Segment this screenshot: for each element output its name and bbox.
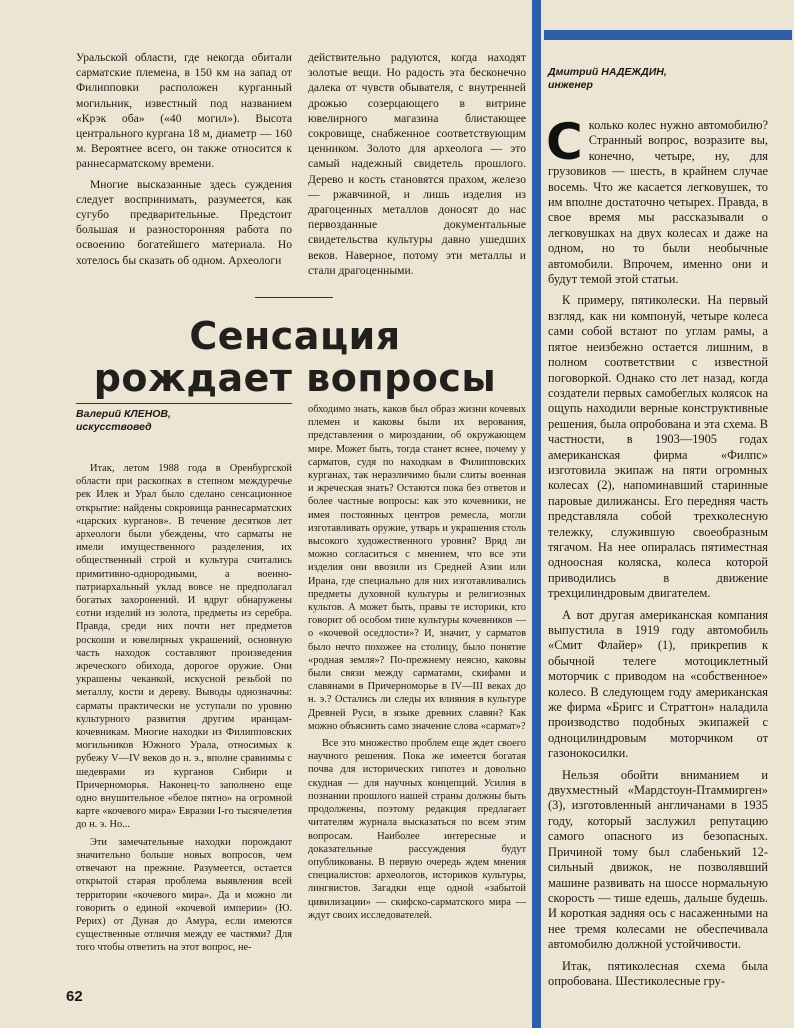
blue-column-divider bbox=[532, 0, 541, 1028]
author-role: искусствовед bbox=[76, 421, 152, 433]
paragraph: Многие высказанные здесь суждения следует воспринимать, разумеется, как сугубо предварительные. Предстоит большая и разносторонняя работа по освоению богатейшего материала. Но хотелось бы сказать об одном. Археологи bbox=[76, 177, 292, 267]
paragraph: Итак, летом 1988 года в Оренбургской области при раскопках в степном междуречье рек Илек и Урал было сделано сенсационное открытие: найдены сокровища раннесарматских «царских курганов». В течение десятков лет археологи были убеждены, что сарматы не имели имущественного разделения, их общественный строй и культура считались примитивно-однородными, а военно-патриархальный уклад вовсе не предполагал богатых захоронений. И вдруг обнаружены сотни изделий из золота, предметы из серебра. Правда, среди них почти нет предметов роскоши и ювелирных украшений, основную часть находок составляют произведения жреческого обихода, дорогое оружие. Они украшены чеканкой, искусной резьбой по металлу, кости и дереву. Выводы однозначны: сарматы практически не уступали по уровню культурного развития другим иранцам-кочевникам. Многие находки из Филипповских могильников Южного Урала, относимых к рубежу V—IV веков до н. э., вполне сравнимы с шедеврами из курганов Сибири и Причерноморья. Наконец-то заполнено еще одно внушительное «белое пятно» на огромной карте «кочевого мира» Евразии I-го тысячелетия до н. э. Но... bbox=[76, 463, 292, 831]
paragraph: Эти замечательные находки порождают значительно больше новых вопросов, чем отвечают на прежние. Разумеется, остается открытой старая проблема выявления всей территории «кочевого мира». Да и можно ли говорить о единой «кочевой империи» (Ю. Рерих) от Дуная до Амура, если имеются существенные отличия между ее частями? Для того чтобы ответить на этот вопрос, не- bbox=[76, 836, 292, 954]
paragraph: Итак, пятиколесная схема была опробована. Шестиколесные гру- bbox=[548, 958, 768, 988]
paragraph: К примеру, пятиколески. На первый взгляд, как ни компонуй, четыре колеса сами собой встают по углам рамы, а пятое неизбежно остается лишним, в полном соответствии с известной поговоркой. Однако сто лет назад, когда создатели первых самобеглых колясок на ощупь находили верные конструктивные решения, была опробована и эта схема. В частности, в 1903—1905 годах американская фирма «Филпс» изготовила экипаж на пяти огромных колесах (2), напоминавший старинные паровые дилижансы. Его передняя часть представляла собой трехколесную тележку, служившую своеобразным тягачом. На нее опиралась пятиместная одноосная коляска, колеса которой приводились в движение трехцилиндровым двигателем. bbox=[548, 293, 768, 601]
paragraph: действительно радуются, когда находят золотые вещи. Но радость эта бесконечно далека от чувств обывателя, с внутренней дрожью созерцающего в витрине ювелирного магазина блистающее сокровище, снабженное соответствующим ценником. Золото для археолога — это самый надежный свидетель прошлого. Дерево и кость становятся прахом, железо — ржавчиной, и лишь изделия из драгоценных металлов доносят до нас первозданные документальные свидетельства культуры давно ушедших веков. Наверное, потому эти металлы и стали драгоценными. bbox=[308, 51, 526, 277]
drop-cap: С bbox=[546, 113, 583, 171]
title-line-2: рождает вопросы bbox=[93, 356, 497, 400]
article-column-2 bbox=[308, 403, 526, 926]
article-column-1 bbox=[76, 462, 292, 959]
lead-text: колько колес нужно автомобилю? Странный вопрос, возразите вы, конечно, четыре, ну, для грузовиков — шесть, в крайнем случае восемь. Что же касается легковушек, то им вполне достаточно четырех. Правда, в свое время мы рассказывали о легковушках на двух колесах и даже на одном, но то были необычные автомобили. Впрочем, именно они и будут темой этой статьи. bbox=[548, 118, 768, 287]
section-divider bbox=[255, 297, 333, 298]
blue-header-rule bbox=[544, 30, 792, 40]
sidebar-author bbox=[548, 66, 768, 92]
title-line-1: Сенсация bbox=[189, 314, 401, 358]
article-title bbox=[60, 315, 530, 399]
paragraph: Уральской области, где некогда обитали сарматские племена, в 150 км на запад от Филипповки расположен курганный могильник, известный под названием «Крэк оба» («40 могил»). Высота центрального кургана 18 м, диаметр — 160 м. Вероятнее всего, он также относится к раннесарматскому времени. bbox=[76, 51, 292, 171]
author-name: Валерий КЛЕНОВ, bbox=[76, 408, 171, 420]
paragraph: Все это множество проблем еще ждет своего научного решения. Пока же имеется богатая почва для исторических гипотез и довольно скудная — для научных концепций. Усилия в познании прошлого нашей страны должны быть продолжены, поэтому редакция предлагает читателям журнала высказаться по всем этим вопросам. Наиболее интересные и доказательные рассуждения будут опубликованы. В первую очередь ждем мнения специалистов: археологов, историков культуры, лингвистов. Загадки еще одной «забытой цивилизации» — скифско-сарматского мира — ждут своих исследователей. bbox=[308, 738, 526, 921]
author-rule bbox=[76, 403, 292, 404]
article-author bbox=[76, 408, 292, 434]
paragraph: обходимо знать, каков был образ жизни кочевых племен и каковы были их верования, представления о мироздании, об окружающем мире. Может быть, тогда станет яснее, почему у сарматов, судя по находкам в Филипповских курганах, так неразличимо были слиты военная и жреческая знать? Остаются пока без ответов и более частные вопросы: как это кочевники, не имея постоянных центров ремесла, могли изготавливать оружие, утварь и украшения столь высокого художественного уровня? Вряд ли можно согласиться с мнением, что все эти изделия они ввозили из Средней Азии или Ирана, где специально для них изготавливались предметы духовной культуры и религиозных культов. А может быть, правы те историки, кто говорит об особом типе культуры кочевников — о «кочевой оседлости»? И, значит, у сарматов было нечто похожее на столицу, было понятие «родная земля»? По-прежнему неясно, каковы были связи между сарматами, скифами и славянами в Причерноморье в IV—III веках до н. э.? Остались ли следы их влияния в культуре Древней Руси, в языке древних славян? Как можно объяснить само значение слова «сармат»? bbox=[308, 404, 526, 732]
paragraph bbox=[546, 113, 768, 287]
page-number: 62 bbox=[66, 988, 83, 1005]
column-top-right bbox=[308, 50, 526, 283]
paragraph: Нельзя обойти вниманием и двухместный «Мардстоун-Птаммирген» (3), изготовленный англичанами в 1935 году, который заслужил репутацию самого опасного из безопасных. Причиной тому был слабенький 12-сильный движок, не позволявший машине развивать на шоссе нормальную скорость — тише едешь, дальше будешь. И короткая задняя ось с насаженными на нее тремя колесами не обеспечивала автомобилю должной устойчивости. bbox=[548, 767, 768, 952]
author-name: Дмитрий НАДЕЖДИН, bbox=[548, 66, 667, 78]
paragraph: А вот другая американская компания выпустила в 1919 году автомобиль «Смит Флайер» (1), прикрепив к обычной телеге мотоциклетный моторчик с приводом на «собственное» колесо. В следующем году американская же фирма «Бригс и Страттон» наладила производство подобных экипажей с одноцилиндровым моторчиком от газонокосилки. bbox=[548, 607, 768, 761]
author-role: инженер bbox=[548, 79, 593, 91]
column-top-left bbox=[76, 50, 292, 273]
sidebar-column bbox=[546, 113, 768, 995]
